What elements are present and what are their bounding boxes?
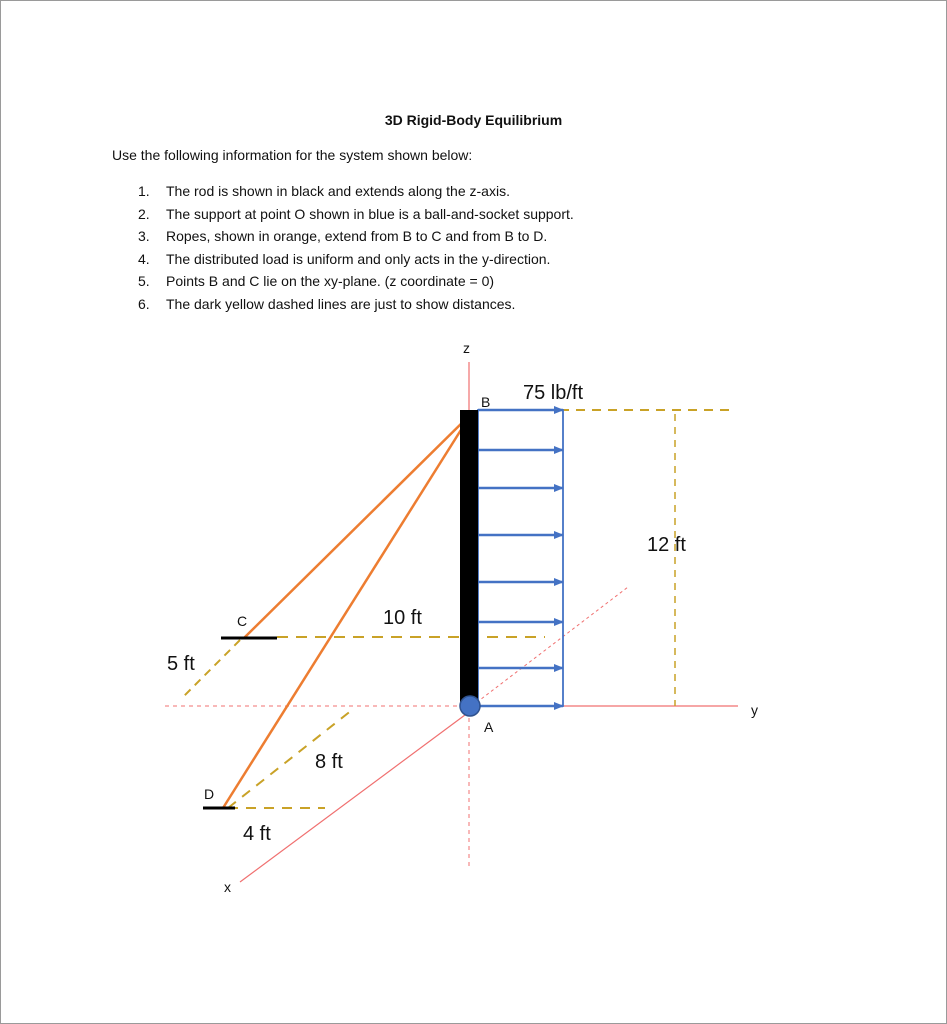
dim-10ft-label: 10 ft	[383, 607, 422, 629]
page-title: 3D Rigid-Body Equilibrium	[384, 112, 563, 128]
list-item: 2. The support at point O shown in blue is a ball-and-socket support.	[138, 205, 574, 222]
dim-8ft-label: 8 ft	[315, 751, 343, 773]
rope-bd	[223, 414, 471, 808]
list-item: 3. Ropes, shown in orange, extend from B to C and from B to D.	[138, 228, 548, 244]
dim-4ft-label: 4 ft	[243, 823, 271, 845]
intro-text: Use the following information for the system shown below:	[112, 147, 473, 163]
load-label: 75 lb/ft	[523, 382, 584, 404]
point-c-label: C	[237, 613, 248, 629]
x-axis-negative-dashed	[472, 587, 628, 706]
list-item: 6. The dark yellow dashed lines are just to show distances.	[138, 295, 516, 312]
y-axis-label: y	[751, 702, 758, 718]
point-d-label: D	[204, 786, 215, 802]
point-b-label: B	[481, 394, 491, 410]
list-item: 5. Points B and C lie on the xy-plane. (z coordinate = 0)	[138, 273, 495, 289]
x-axis-line	[240, 712, 469, 882]
list-item: 4. The distributed load is uniform and only acts in the y-direction.	[138, 250, 551, 267]
distributed-load-box	[478, 410, 563, 706]
z-axis-label: z	[463, 340, 470, 356]
point-a-label: A	[484, 719, 494, 735]
dim-5ft-label: 5 ft	[167, 653, 195, 675]
rod	[460, 410, 478, 706]
support-o	[460, 696, 480, 716]
x-axis-label: x	[224, 879, 231, 895]
list-item: 1. The rod is shown in black and extends along the z-axis.	[138, 183, 510, 199]
dim-12ft-label: 12 ft	[647, 534, 686, 556]
rope-bc	[244, 414, 471, 638]
